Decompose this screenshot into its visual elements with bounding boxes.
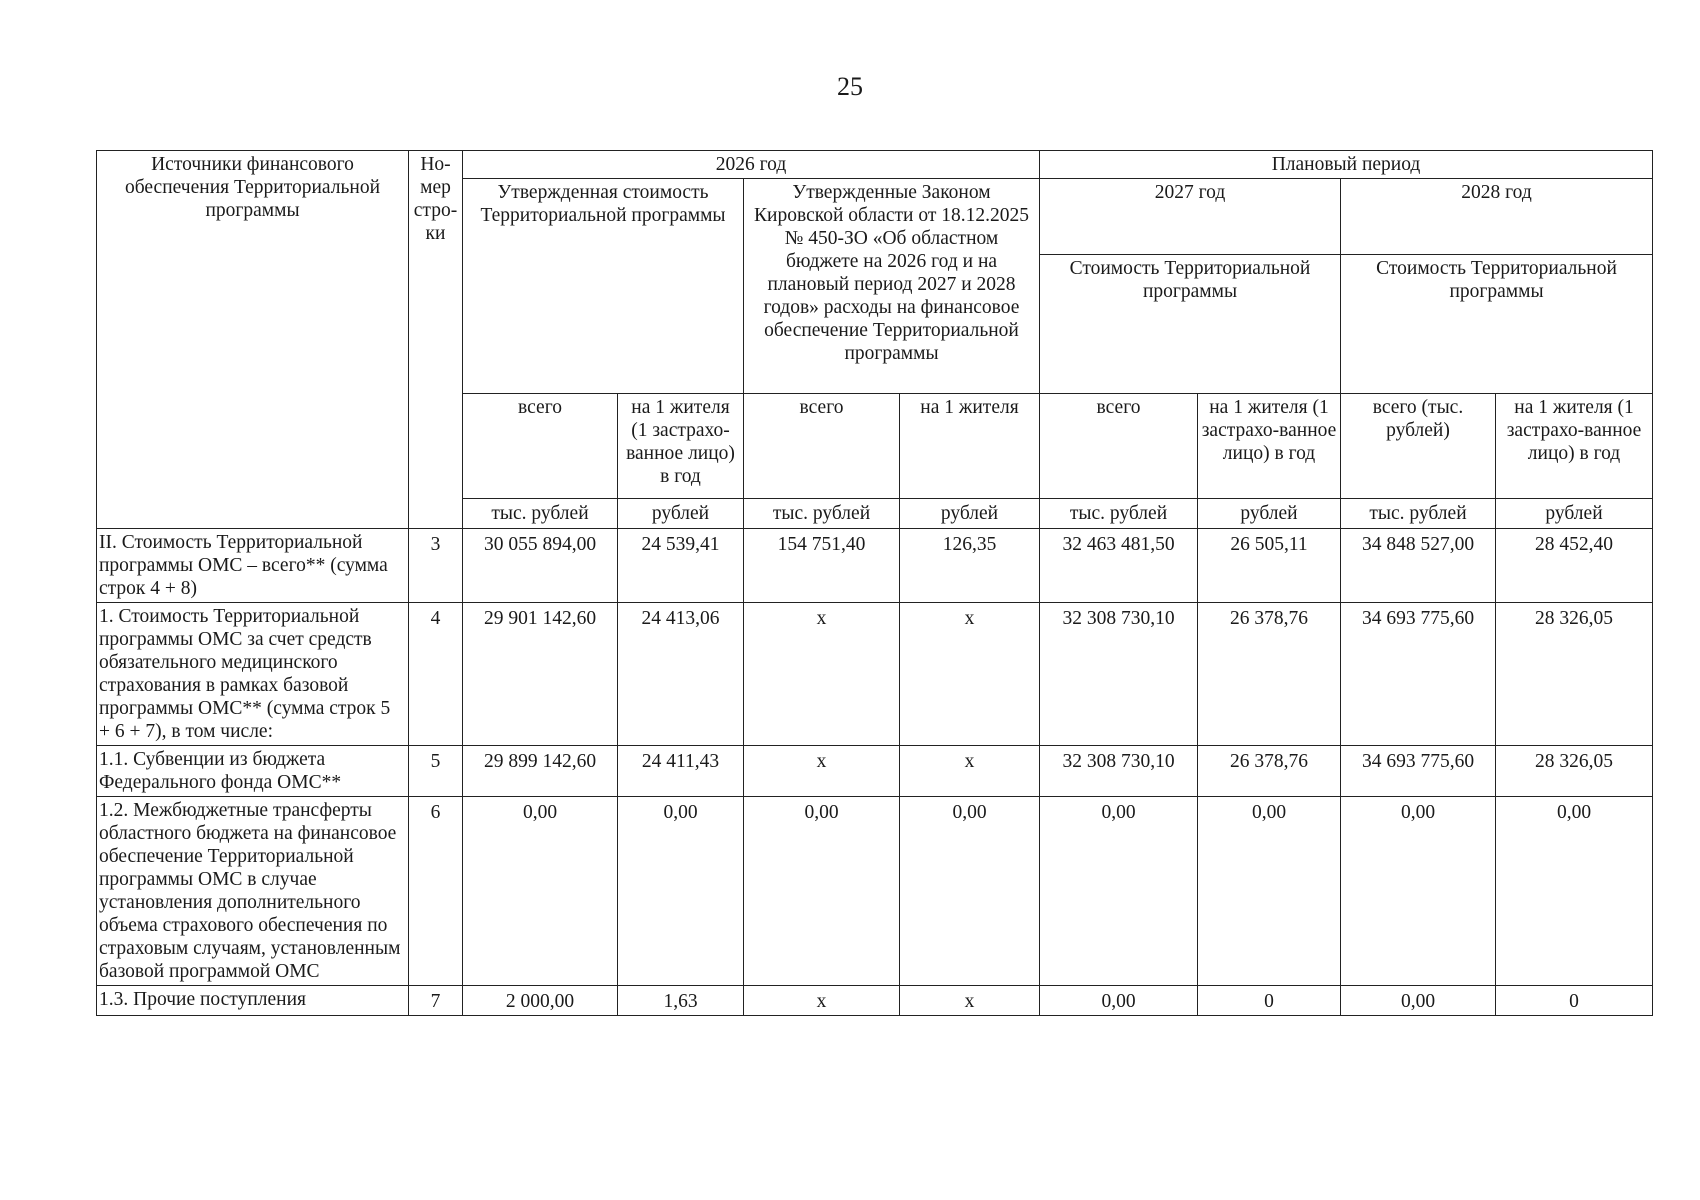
header-2026-per-insured: на 1 жителя (1 застрахо-ванное лицо) в год bbox=[618, 394, 744, 499]
value-cell: х bbox=[744, 603, 900, 746]
unit-cell: тыс. рублей bbox=[1341, 499, 1496, 529]
value-cell: 0 bbox=[1198, 986, 1341, 1016]
value-cell: 34 693 775,60 bbox=[1341, 603, 1496, 746]
value-cell: 0,00 bbox=[1040, 797, 1198, 986]
header-law-per-resident: на 1 жителя bbox=[900, 394, 1040, 499]
value-cell: 24 413,06 bbox=[618, 603, 744, 746]
value-cell: 34 848 527,00 bbox=[1341, 529, 1496, 603]
unit-cell: тыс. рублей bbox=[463, 499, 618, 529]
unit-cell: тыс. рублей bbox=[744, 499, 900, 529]
value-cell: 29 899 142,60 bbox=[463, 746, 618, 797]
row-number: 5 bbox=[409, 746, 463, 797]
header-cost-2027: Стоимость Территориальной программы bbox=[1040, 255, 1341, 394]
unit-cell: рублей bbox=[618, 499, 744, 529]
value-cell: 26 378,76 bbox=[1198, 746, 1341, 797]
value-cell: 0,00 bbox=[1198, 797, 1341, 986]
row-label: 1.2. Межбюджетные трансферты областного бюджета на финансовое обеспечение Территориальной программы ОМС в случае установления дополнительного объема страхового обеспечения по страховым случаям, установленным базовой программой ОМС bbox=[97, 797, 409, 986]
header-row-1 bbox=[97, 151, 1653, 179]
table-row bbox=[97, 603, 1653, 746]
value-cell: 26 505,11 bbox=[1198, 529, 1341, 603]
value-cell: 0 bbox=[1496, 986, 1653, 1016]
header-approved-law: Утвержденные Законом Кировской области от 18.12.2025 № 450-ЗО «Об областном бюджете на 2026 год и на плановый период 2027 и 2028 годов» расходы на финансовое обеспечение Территориальной программы bbox=[744, 179, 1040, 394]
value-cell: 0,00 bbox=[1341, 797, 1496, 986]
header-year-2026: 2026 год bbox=[463, 151, 1040, 179]
header-law-total: всего bbox=[744, 394, 900, 499]
header-sources: Источники финансового обеспечения Территориальной программы bbox=[97, 151, 409, 529]
value-cell: 0,00 bbox=[463, 797, 618, 986]
row-number: 4 bbox=[409, 603, 463, 746]
value-cell: 28 326,05 bbox=[1496, 603, 1653, 746]
header-approved-cost: Утвержденная стоимость Территориальной программы bbox=[463, 179, 744, 394]
value-cell: 24 411,43 bbox=[618, 746, 744, 797]
value-cell: 28 326,05 bbox=[1496, 746, 1653, 797]
unit-cell: рублей bbox=[1198, 499, 1341, 529]
unit-cell: рублей bbox=[900, 499, 1040, 529]
value-cell: 32 463 481,50 bbox=[1040, 529, 1198, 603]
table-row bbox=[97, 529, 1653, 603]
value-cell: х bbox=[744, 746, 900, 797]
row-number: 6 bbox=[409, 797, 463, 986]
header-cost-2028: Стоимость Территориальной программы bbox=[1341, 255, 1653, 394]
row-label: II. Стоимость Территориальной программы ОМС – всего** (сумма строк 4 + 8) bbox=[97, 529, 409, 603]
row-number: 7 bbox=[409, 986, 463, 1016]
value-cell: 2 000,00 bbox=[463, 986, 618, 1016]
value-cell: 0,00 bbox=[900, 797, 1040, 986]
header-row-number: Но-мер стро-ки bbox=[409, 151, 463, 529]
value-cell: 0,00 bbox=[1040, 986, 1198, 1016]
header-2026-total: всего bbox=[463, 394, 618, 499]
unit-cell: тыс. рублей bbox=[1040, 499, 1198, 529]
value-cell: 0,00 bbox=[1496, 797, 1653, 986]
value-cell: 154 751,40 bbox=[744, 529, 900, 603]
value-cell: 34 693 775,60 bbox=[1341, 746, 1496, 797]
value-cell: х bbox=[744, 986, 900, 1016]
row-label: 1.1. Субвенции из бюджета Федерального фонда ОМС** bbox=[97, 746, 409, 797]
value-cell: х bbox=[900, 986, 1040, 1016]
header-2028-total: всего (тыс. рублей) bbox=[1341, 394, 1496, 499]
table-row bbox=[97, 797, 1653, 986]
row-number: 3 bbox=[409, 529, 463, 603]
unit-cell: рублей bbox=[1496, 499, 1653, 529]
value-cell: 1,63 bbox=[618, 986, 744, 1016]
value-cell: 0,00 bbox=[618, 797, 744, 986]
value-cell: 29 901 142,60 bbox=[463, 603, 618, 746]
value-cell: 0,00 bbox=[1341, 986, 1496, 1016]
value-cell: 28 452,40 bbox=[1496, 529, 1653, 603]
value-cell: х bbox=[900, 603, 1040, 746]
page-number: 25 bbox=[837, 72, 863, 101]
table-row bbox=[97, 746, 1653, 797]
value-cell: 32 308 730,10 bbox=[1040, 746, 1198, 797]
value-cell: 0,00 bbox=[744, 797, 900, 986]
value-cell: 32 308 730,10 bbox=[1040, 603, 1198, 746]
financing-table bbox=[96, 150, 1653, 1016]
header-2027-total: всего bbox=[1040, 394, 1198, 499]
header-2028-per-insured: на 1 жителя (1 застрахо-ванное лицо) в год bbox=[1496, 394, 1653, 499]
value-cell: х bbox=[900, 746, 1040, 797]
header-plan-period: Плановый период bbox=[1040, 151, 1653, 179]
table-row bbox=[97, 986, 1653, 1016]
header-2027-per-insured: на 1 жителя (1 застрахо-ванное лицо) в год bbox=[1198, 394, 1341, 499]
header-year-2027: 2027 год bbox=[1040, 179, 1341, 255]
header-year-2028: 2028 год bbox=[1341, 179, 1653, 255]
row-label: 1.3. Прочие поступления bbox=[97, 986, 409, 1016]
value-cell: 26 378,76 bbox=[1198, 603, 1341, 746]
value-cell: 126,35 bbox=[900, 529, 1040, 603]
value-cell: 30 055 894,00 bbox=[463, 529, 618, 603]
value-cell: 24 539,41 bbox=[618, 529, 744, 603]
row-label: 1. Стоимость Территориальной программы ОМС за счет средств обязательного медицинского страхования в рамках базовой программы ОМС** (сумма строк 5 + 6 + 7), в том числе: bbox=[97, 603, 409, 746]
